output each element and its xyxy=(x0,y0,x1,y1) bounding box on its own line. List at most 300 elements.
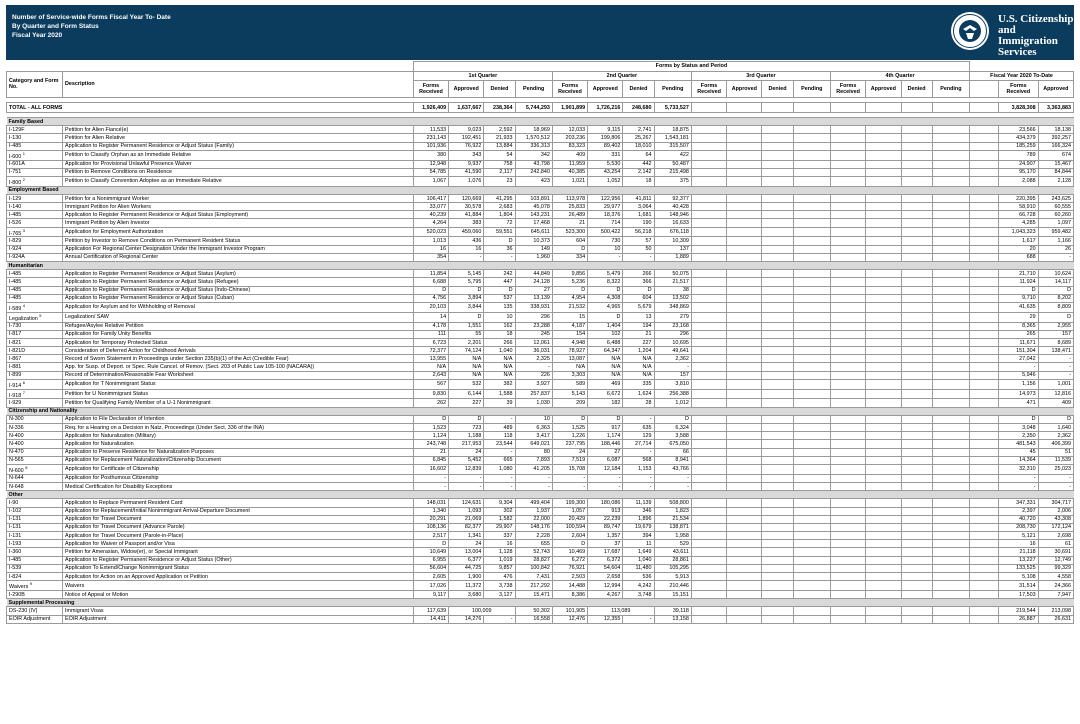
section-header-row xyxy=(7,118,1074,126)
q2-received: 12,476 xyxy=(552,615,587,623)
q1-pending: 10 xyxy=(515,415,552,423)
empty-cell xyxy=(932,556,969,564)
empty-cell xyxy=(866,253,901,261)
q1-denied: 537 xyxy=(484,294,515,302)
empty-cell xyxy=(901,160,932,168)
q1-denied: 3,738 xyxy=(484,581,515,591)
empty-cell xyxy=(866,302,901,312)
q2-pending: 1,012 xyxy=(654,399,691,407)
form-number: I-730 xyxy=(9,323,22,330)
form-description: Application to File Declaration of Intention xyxy=(63,415,414,423)
q2-denied: 1,153 xyxy=(623,464,654,474)
fy-received: 66,728 xyxy=(999,211,1038,219)
empty-cell xyxy=(866,270,901,278)
table-row xyxy=(7,312,1074,322)
form-description: Application to Replace Permanent Resident Card xyxy=(63,499,414,507)
fy-received: - xyxy=(999,474,1038,482)
q2-pending: - xyxy=(654,474,691,482)
fy-approved: 409 xyxy=(1038,399,1073,407)
form-number: N-565 xyxy=(9,457,24,464)
form-number-cell xyxy=(7,286,63,294)
table-row xyxy=(7,126,1074,134)
fy-approved: 8,809 xyxy=(1038,302,1073,312)
empty-cell xyxy=(901,176,932,186)
q1-approved: 383 xyxy=(449,219,484,227)
form-number: I-817 xyxy=(9,331,22,338)
fy-received: 5,108 xyxy=(999,573,1038,581)
fy-received: 11,924 xyxy=(999,278,1038,286)
q2-pending: 92,377 xyxy=(654,194,691,202)
empty-cell xyxy=(691,590,726,598)
fy-spacer-cell xyxy=(970,253,999,261)
q1-approved: 9,023 xyxy=(449,126,484,134)
q1-received: 2,605 xyxy=(413,573,448,581)
fy-spacer-cell xyxy=(970,474,999,482)
q1-denied: 118 xyxy=(484,432,515,440)
empty-cell xyxy=(727,456,762,464)
q1-received: 10,649 xyxy=(413,548,448,556)
empty-cell xyxy=(762,150,793,160)
empty-cell xyxy=(866,278,901,286)
empty-cell xyxy=(691,176,726,186)
q2-approved: 10 xyxy=(588,245,623,253)
q1-pending: 24,128 xyxy=(515,278,552,286)
empty-cell xyxy=(691,548,726,556)
q2-received: 1,021 xyxy=(552,176,587,186)
empty-cell xyxy=(932,371,969,379)
q2-received: 5,143 xyxy=(552,389,587,399)
empty-cell xyxy=(793,482,830,490)
fy-received: 1,043,323 xyxy=(999,227,1038,237)
q1-denied: - xyxy=(484,253,515,261)
fy-approved: 1,001 xyxy=(1038,379,1073,389)
empty-cell xyxy=(866,134,901,142)
q2-pending: 18,875 xyxy=(654,126,691,134)
q2-received: 3,303 xyxy=(552,371,587,379)
form-number-cell xyxy=(7,302,63,312)
q2-approved: 6,672 xyxy=(588,389,623,399)
empty-cell xyxy=(901,194,932,202)
empty-cell xyxy=(727,532,762,540)
form-number-cell xyxy=(7,194,63,202)
empty-cell xyxy=(793,322,830,330)
q2-received: 604 xyxy=(552,237,587,245)
form-description: Application for Posthumous Citizenship xyxy=(63,474,414,482)
footnote-marker: 3 xyxy=(22,227,26,233)
form-number-cell xyxy=(7,347,63,355)
fy-received: 4,285 xyxy=(999,219,1038,227)
empty-cell xyxy=(866,363,901,371)
empty-cell xyxy=(866,399,901,407)
q2-denied: 41,811 xyxy=(623,194,654,202)
empty-cell xyxy=(830,142,865,150)
form-number-cell xyxy=(7,464,63,474)
q2-received: 83,323 xyxy=(552,142,587,150)
empty-cell xyxy=(932,363,969,371)
q1-pending: 217,292 xyxy=(515,581,552,591)
q2-denied: 1,681 xyxy=(623,211,654,219)
q2-approved: 18,376 xyxy=(588,211,623,219)
q1-received-header: Forms Received xyxy=(413,81,448,98)
empty-cell xyxy=(691,245,726,253)
q1-pending-header: Pending xyxy=(515,81,552,98)
q2-approved: 17,687 xyxy=(588,548,623,556)
empty-cell xyxy=(691,150,726,160)
empty-cell xyxy=(830,176,865,186)
fy-spacer-cell xyxy=(970,607,999,615)
q1-received: D xyxy=(413,415,448,423)
form-description: Immigrant Petition by Alien Investor xyxy=(63,219,414,227)
empty-cell xyxy=(691,194,726,202)
empty-cell xyxy=(932,548,969,556)
q1-header: 1st Quarter xyxy=(413,71,552,81)
table-row xyxy=(7,379,1074,389)
q1-denied: N/A xyxy=(484,371,515,379)
empty-cell xyxy=(793,581,830,591)
q1-approved-header: Approved xyxy=(449,81,484,98)
q1-denied: 162 xyxy=(484,322,515,330)
fy-approved: 243,625 xyxy=(1038,194,1073,202)
q1-denied: 36 xyxy=(484,245,515,253)
empty-cell xyxy=(727,237,762,245)
fy-spacer-cell xyxy=(970,540,999,548)
q1-denied: 382 xyxy=(484,379,515,389)
q1-pending: 6,363 xyxy=(515,424,552,432)
fy-approved: 15,467 xyxy=(1038,160,1073,168)
q2-denied: 129 xyxy=(623,432,654,440)
empty-cell xyxy=(866,103,901,113)
empty-cell xyxy=(866,168,901,176)
form-number: I-131 xyxy=(9,516,22,523)
empty-cell xyxy=(727,615,762,623)
fy-spacer-cell xyxy=(970,432,999,440)
empty-cell xyxy=(866,176,901,186)
q1-denied: 337 xyxy=(484,532,515,540)
fy-received: 14,973 xyxy=(999,389,1038,399)
empty-cell xyxy=(830,482,865,490)
empty-cell xyxy=(691,322,726,330)
empty-cell xyxy=(866,389,901,399)
empty-cell xyxy=(901,464,932,474)
q1-received: 56,604 xyxy=(413,564,448,572)
q2-approved: 500,422 xyxy=(588,227,623,237)
q1-pending: 1,570,512 xyxy=(515,134,552,142)
q2-pending: 148,946 xyxy=(654,211,691,219)
fy-received: 9,710 xyxy=(999,294,1038,302)
form-number: N-400 xyxy=(9,440,24,447)
empty-cell xyxy=(691,160,726,168)
empty-cell xyxy=(727,227,762,237)
empty-cell xyxy=(762,507,793,515)
q1-pending: 645,611 xyxy=(515,227,552,237)
q2-pending: 10,695 xyxy=(654,338,691,346)
q1-denied: N/A xyxy=(484,363,515,371)
q1-approved: 3,844 xyxy=(449,302,484,312)
fy-spacer-cell xyxy=(970,227,999,237)
q2-denied: - xyxy=(623,482,654,490)
q1-denied: 59,551 xyxy=(484,227,515,237)
empty-cell xyxy=(727,338,762,346)
q2-denied: 366 xyxy=(623,278,654,286)
empty-cell xyxy=(793,253,830,261)
total-q2-value: 248,680 xyxy=(623,103,654,113)
fy-received: 29 xyxy=(999,312,1038,322)
empty-cell xyxy=(830,245,865,253)
fy-received: 45 xyxy=(999,448,1038,456)
empty-cell xyxy=(727,507,762,515)
q2-pending: 210,446 xyxy=(654,581,691,591)
table-row xyxy=(7,371,1074,379)
q1-denied: 2,683 xyxy=(484,203,515,211)
empty-cell xyxy=(866,474,901,482)
empty-cell xyxy=(727,448,762,456)
empty-cell xyxy=(727,389,762,399)
empty-cell xyxy=(762,607,793,615)
q1-approved: 1,341 xyxy=(449,532,484,540)
form-number: I-131 xyxy=(9,532,22,539)
form-description: Petition for Amerasian, Widow(er), or Special Immigrant xyxy=(63,548,414,556)
q2-approved: 188,446 xyxy=(588,440,623,448)
fy-received: 265 xyxy=(999,330,1038,338)
table-row xyxy=(7,142,1074,150)
empty-cell xyxy=(691,302,726,312)
q2-approved: 12,994 xyxy=(588,581,623,591)
empty-cell xyxy=(691,532,726,540)
q1-denied: 242 xyxy=(484,270,515,278)
q1-approved: 5,145 xyxy=(449,270,484,278)
empty-cell xyxy=(762,176,793,186)
table-row xyxy=(7,607,1074,615)
empty-cell xyxy=(830,286,865,294)
q1-denied-header: Denied xyxy=(484,81,515,98)
form-description: Waivers xyxy=(63,581,414,591)
fy-spacer-cell xyxy=(970,294,999,302)
q2-pending: 256,388 xyxy=(654,389,691,399)
empty-cell xyxy=(691,456,726,464)
form-number-cell xyxy=(7,294,63,302)
table-row xyxy=(7,389,1074,399)
q2-approved: 89,402 xyxy=(588,142,623,150)
empty-cell xyxy=(932,532,969,540)
q2-approved: 913 xyxy=(588,507,623,515)
form-number-cell xyxy=(7,564,63,572)
q2-received: 8,386 xyxy=(552,590,587,598)
q1-pending: - xyxy=(515,363,552,371)
q1-denied: - xyxy=(484,415,515,423)
empty-cell xyxy=(793,548,830,556)
empty-cell xyxy=(691,573,726,581)
q1-approved: N/A xyxy=(449,371,484,379)
empty-cell xyxy=(866,194,901,202)
empty-cell xyxy=(727,270,762,278)
table-row xyxy=(7,464,1074,474)
fy-approved: 138,471 xyxy=(1038,347,1073,355)
q1-pending: 242,840 xyxy=(515,168,552,176)
fy-spacer-cell xyxy=(970,150,999,160)
table-row xyxy=(7,573,1074,581)
empty-cell xyxy=(762,371,793,379)
fy-spacer-cell xyxy=(970,176,999,186)
q2-denied: 27,714 xyxy=(623,440,654,448)
empty-cell xyxy=(866,322,901,330)
q2-approved: 469 xyxy=(588,379,623,389)
q2-approved: 9,115 xyxy=(588,126,623,134)
q1-approved: 532 xyxy=(449,379,484,389)
empty-cell xyxy=(901,424,932,432)
fy-approved: 99,329 xyxy=(1038,564,1073,572)
fy-approved: 51 xyxy=(1038,448,1073,456)
form-number-cell xyxy=(7,499,63,507)
empty-cell xyxy=(932,507,969,515)
section-header-row xyxy=(7,407,1074,415)
q1-approved: N/A xyxy=(449,355,484,363)
fy-approved: 674 xyxy=(1038,150,1073,160)
form-number: I-140 xyxy=(9,203,22,210)
fy-spacer-cell xyxy=(970,160,999,168)
q1-denied: 2,592 xyxy=(484,126,515,134)
q1-approved: 41,590 xyxy=(449,168,484,176)
table-row xyxy=(7,523,1074,531)
q1-approved: 21,069 xyxy=(449,515,484,523)
q1-received: 6,955 xyxy=(413,556,448,564)
q1-denied: 665 xyxy=(484,456,515,464)
fy-approved: 157 xyxy=(1038,330,1073,338)
q1-pending: 148,176 xyxy=(515,523,552,531)
empty-cell xyxy=(866,456,901,464)
q1-approved: 192,451 xyxy=(449,134,484,142)
empty-cell xyxy=(830,253,865,261)
empty-cell xyxy=(762,302,793,312)
empty-cell xyxy=(793,126,830,134)
fy-received: 26,887 xyxy=(999,615,1038,623)
form-description: Application to Register Permanent Residence or Adjust Status (Employment) xyxy=(63,211,414,219)
q2-pending: 3,810 xyxy=(654,379,691,389)
section-title: Supplemental Processing xyxy=(7,599,1074,607)
q1-pending: 655 xyxy=(515,540,552,548)
q2-received: N/A xyxy=(552,363,587,371)
empty-cell xyxy=(901,142,932,150)
empty-cell xyxy=(793,564,830,572)
agency-line3: Services xyxy=(998,46,1037,58)
empty-cell xyxy=(830,150,865,160)
form-number: I-800 xyxy=(9,179,22,186)
empty-cell xyxy=(762,464,793,474)
empty-cell xyxy=(901,581,932,591)
empty-cell xyxy=(866,355,901,363)
empty-cell xyxy=(793,278,830,286)
q1-denied: 1,582 xyxy=(484,515,515,523)
fy-spacer-cell xyxy=(970,245,999,253)
fy-approved: 166,324 xyxy=(1038,142,1073,150)
section-title: Employment Based xyxy=(7,186,1074,194)
q1-pending: 52,743 xyxy=(515,548,552,556)
empty-cell xyxy=(830,371,865,379)
fy-spacer-cell xyxy=(970,338,999,346)
fy-approved: - xyxy=(1038,253,1073,261)
form-number-cell xyxy=(7,330,63,338)
form-description: Petition to Classify Orphan as an Immediate Relative xyxy=(63,150,414,160)
empty-cell xyxy=(727,564,762,572)
footnote-marker: 5 xyxy=(39,312,42,318)
q2-pending: 529 xyxy=(654,540,691,548)
empty-cell xyxy=(727,211,762,219)
table-row xyxy=(7,474,1074,482)
q2-denied: 335 xyxy=(623,379,654,389)
fy-received: 1,617 xyxy=(999,237,1038,245)
q2-received: 6,272 xyxy=(552,556,587,564)
q1-pending: 50,302 xyxy=(515,607,552,615)
empty-cell xyxy=(830,312,865,322)
q1-approved: 2,201 xyxy=(449,338,484,346)
empty-cell xyxy=(793,515,830,523)
form-number: I-821 xyxy=(9,339,22,346)
empty-cell xyxy=(932,523,969,531)
q1-approved: 24 xyxy=(449,448,484,456)
q1-received: 243,748 xyxy=(413,440,448,448)
q2-denied: 346 xyxy=(623,507,654,515)
report-title-line3: Fiscal Year 2020 xyxy=(12,32,63,39)
empty-cell xyxy=(793,286,830,294)
table-row xyxy=(7,515,1074,523)
table-row xyxy=(7,499,1074,507)
fy-received: 688 xyxy=(999,253,1038,261)
empty-cell xyxy=(932,294,969,302)
q2-pending: 1,543,181 xyxy=(654,134,691,142)
empty-cell xyxy=(901,515,932,523)
fy-received: - xyxy=(999,482,1038,490)
table-row xyxy=(7,194,1074,202)
agency-wordmark xyxy=(998,14,1074,58)
q2-approved: 730 xyxy=(588,237,623,245)
empty-cell xyxy=(932,176,969,186)
q1-received: 16,602 xyxy=(413,464,448,474)
form-number: I-485 xyxy=(9,211,22,218)
empty-cell xyxy=(830,499,865,507)
empty-cell xyxy=(866,581,901,591)
empty-cell xyxy=(932,456,969,464)
q2-denied: 13 xyxy=(623,312,654,322)
q1-pending: 45,078 xyxy=(515,203,552,211)
empty-cell xyxy=(727,399,762,407)
empty-cell xyxy=(866,556,901,564)
form-description: Annual Certification of Regional Center xyxy=(63,253,414,261)
form-description: Application to Register Permanent Residence or Adjust Status (Family) xyxy=(63,142,414,150)
empty-cell xyxy=(830,363,865,371)
fy-approved-header: Approved xyxy=(1038,81,1073,98)
form-description: Application for Travel Document (Advance Parole) xyxy=(63,523,414,531)
empty-cell xyxy=(793,607,830,615)
q2-denied: 604 xyxy=(623,294,654,302)
empty-cell xyxy=(727,312,762,322)
q2-approved: 6,087 xyxy=(588,456,623,464)
empty-cell xyxy=(727,150,762,160)
q1-approved: 227 xyxy=(449,399,484,407)
empty-cell xyxy=(793,134,830,142)
q1-approved: - xyxy=(449,474,484,482)
fy-received: 95,170 xyxy=(999,168,1038,176)
table-row xyxy=(7,219,1074,227)
empty-cell xyxy=(691,126,726,134)
empty-cell xyxy=(901,322,932,330)
q2-pending: 315,507 xyxy=(654,142,691,150)
form-number-cell xyxy=(7,203,63,211)
fy-spacer-cell xyxy=(970,278,999,286)
q1-denied: 3,127 xyxy=(484,590,515,598)
empty-cell xyxy=(830,194,865,202)
q2-denied: 1,624 xyxy=(623,389,654,399)
group-header: Forms by Status and Period xyxy=(413,62,969,72)
empty-cell xyxy=(727,176,762,186)
